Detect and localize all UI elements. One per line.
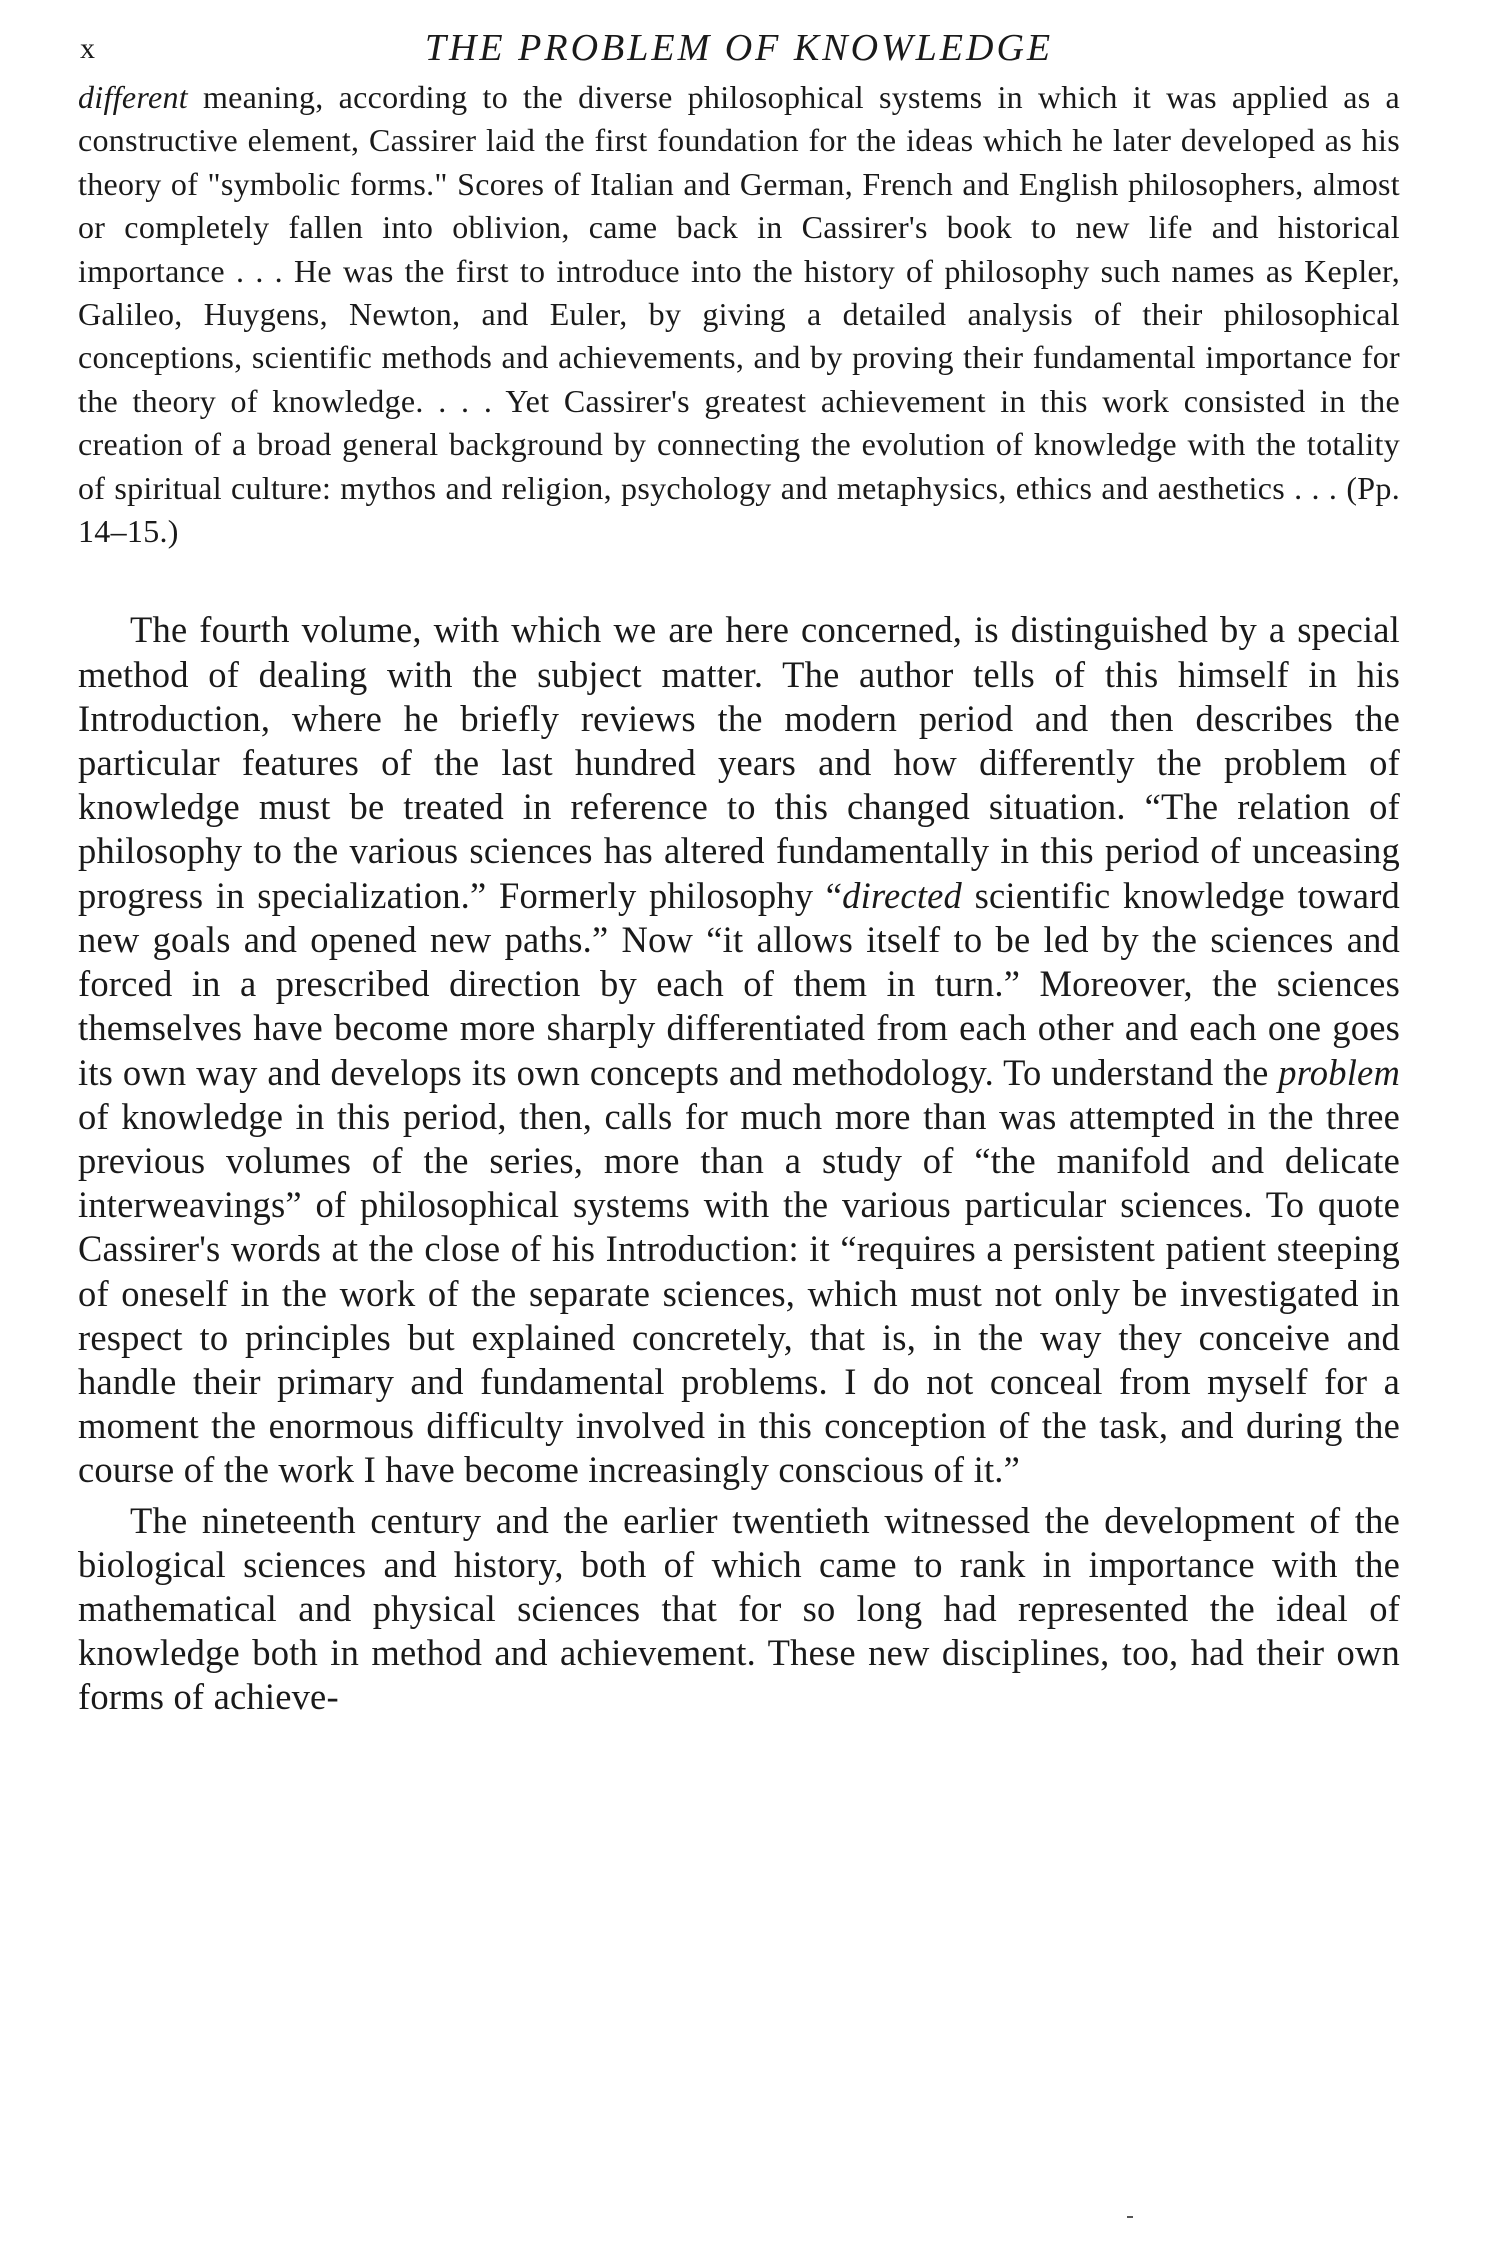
italic-directed: directed	[842, 874, 963, 916]
page-mark	[1127, 2216, 1133, 2222]
running-head	[78, 18, 1400, 76]
running-title: THE PROBLEM OF KNOWLEDGE	[424, 27, 1054, 69]
italic-problem: problem	[1278, 1051, 1400, 1093]
paragraph-fourth-volume	[78, 608, 1400, 1492]
book-page	[78, 18, 1400, 1720]
page-number: x	[80, 32, 96, 65]
paragraph-text: The nineteenth century and the earlier twentieth witnessed the development of the biological sciences and history, both of which came to rank in importance with the mathematical and physical sciences that for so long had represented the ideal of knowledge both in method and achievement. These new disciplines, too, had their own forms of achieve-	[78, 1499, 1400, 1718]
paragraph-text-part-3: of knowledge in this period, then, calls for much more than was attempted in the three previous volumes of the series, more than a study of “the manifold and delicate interweavings” of philosophical systems with the various particular sciences. To quote Cassirer's words at the close of his Introduction: it “requires a persistent patient steeping of oneself in the work of the separate sciences, which must not only be investigated in respect to principles but explained concretely, that is, in the way they conceive and handle their primary and fundamental problems. I do not conceal from myself for a moment the enormous difficulty involved in this conception of the task, and during the course of the work I have become increasingly conscious of it.”	[78, 1095, 1400, 1491]
paragraph-nineteenth-century	[78, 1499, 1400, 1720]
quote-lead-italic: different	[78, 79, 188, 115]
paragraph-text-part-2: scientific knowledge toward new goals and opened new paths.” Now “it allows itself to be led by the sciences and forced in a prescribed direction by each of them in turn.” Moreover, the sciences themselves have become more sharply differentiated from each other and each one goes its own way and develops its own concepts and methodology. To understand the	[78, 874, 1400, 1093]
paragraph-text-part-1: The fourth volume, with which we are here concerned, is distinguished by a special method of dealing with the subject matter. The author tells of this himself in his Introduction, where he briefly reviews the modern period and then describes the particular features of the last hundred years and how differently the problem of knowledge must be treated in reference to this changed situation. “The relation of philosophy to the various sciences has altered fundamentally in this period of unceasing progress in specialization.” Formerly philosophy “	[78, 609, 1400, 916]
block-quote	[78, 76, 1400, 553]
quote-text: meaning, according to the diverse philosophical systems in which it was applied as a constructive element, Cassirer laid the first foundation for the ideas which he later developed as his theory of "symbolic forms." Scores of Italian and German, French and English philosophers, almost or completely fallen into oblivion, came back in Cassirer's book to new life and historical importance . . . He was the first to introduce into the history of philosophy such names as Kepler, Galileo, Huygens, Newton, and Euler, by giving a detailed analysis of their philosophical conceptions, scientific methods and achievements, and by proving their fundamental importance for the theory of knowledge. . . . Yet Cassirer's greatest achievement in this work consisted in the creation of a broad general background by connecting the evolution of knowledge with the totality of spiritual culture: mythos and religion, psychology and metaphysics, ethics and aesthetics . . . (Pp. 14–15.)	[78, 79, 1400, 550]
